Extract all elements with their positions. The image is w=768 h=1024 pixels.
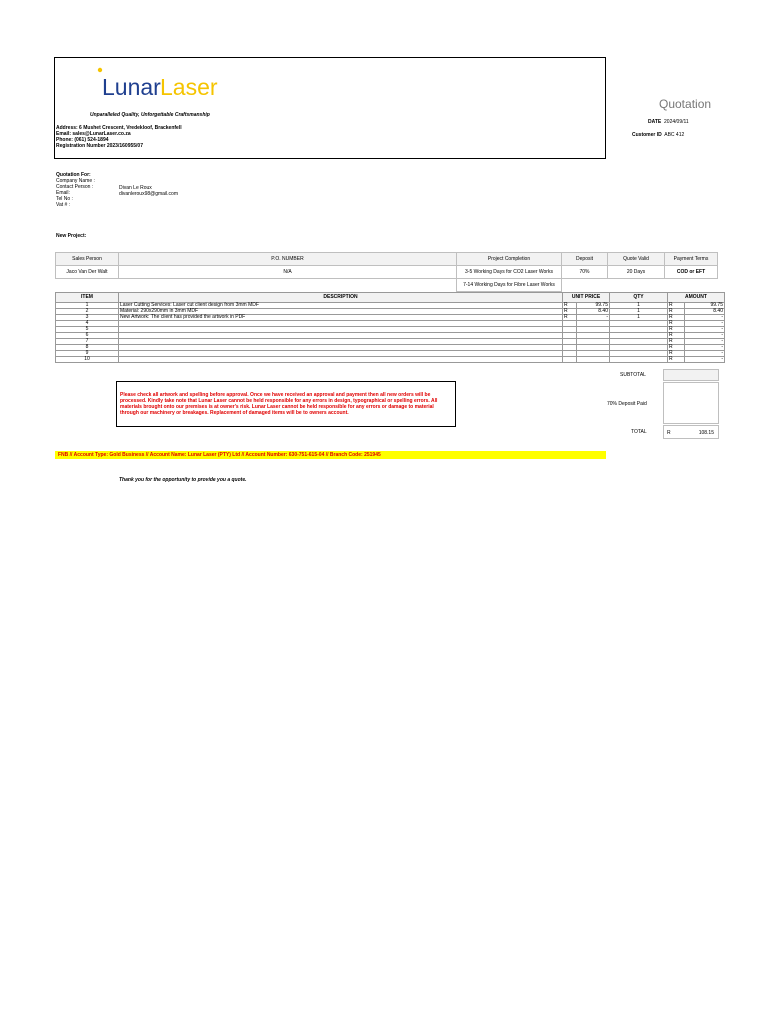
- item-number: 7: [56, 339, 119, 345]
- new-project-label: New Project:: [56, 233, 87, 239]
- header-deposit: Deposit: [562, 253, 608, 266]
- line-items-body: [56, 303, 725, 363]
- amount-currency: R: [668, 345, 685, 351]
- disclaimer-box: [116, 381, 456, 427]
- item-amount: -: [685, 333, 725, 339]
- unit-price-currency: R: [563, 303, 577, 309]
- amount-currency: R: [668, 333, 685, 339]
- amount-currency: R: [668, 321, 685, 327]
- subtotal-label: SUBTOTAL: [620, 372, 646, 378]
- item-qty: [610, 357, 668, 363]
- item-description: New Artwork: The client has provided the artwork in PDF: [119, 315, 563, 321]
- email-value: divanleroux98@gmail.com: [119, 191, 178, 197]
- header-quote-valid: Quote Valid: [608, 253, 665, 266]
- table-row: [56, 266, 718, 279]
- header-item: ITEM: [56, 293, 119, 303]
- project-info-table: [55, 252, 718, 292]
- page-title: Quotation: [659, 97, 712, 111]
- company-logo: [88, 64, 238, 108]
- item-description: Laser Cutting Services: Laser cut client design from 3mm MDF: [119, 303, 563, 309]
- deposit-paid-box: [663, 382, 719, 424]
- header-unit-price: UNIT PRICE: [563, 293, 610, 303]
- deposit-value: 70%: [562, 266, 608, 279]
- item-amount: -: [685, 315, 725, 321]
- header-project-completion: Project Completion: [457, 253, 562, 266]
- company-phone: Phone: (061) 524-1894: [56, 137, 109, 143]
- company-contact-block: [56, 125, 182, 149]
- logo-text-lunar: Lunar: [102, 74, 161, 100]
- customer-id-row: [632, 132, 684, 138]
- amount-currency: R: [668, 327, 685, 333]
- logo-text-laser: Laser: [160, 74, 218, 100]
- item-number: 9: [56, 351, 119, 357]
- completion-fibre-value: 7-14 Working Days for Fibre Laser Works: [457, 279, 562, 292]
- disclaimer-text: Please check all artwork and spelling before approval. Once we have received an approval and payment then all new orders will be processed. Kindly take note that Lunar Laser cannot be held responsible for any errors in design, typographical or spelling errors. All materials brought onto our premises is at owner's risk. Lunar Laser cannot be held responsible for any errors or damage to material through our machinery or breakages. Replacement of damaged items will be to owners account.: [120, 392, 438, 416]
- thank-you-note: Thank you for the opportunity to provide you a quote.: [119, 477, 247, 483]
- item-description: Material: 290x290mm in 3mm MDF: [119, 309, 563, 315]
- item-amount: 99.75: [685, 303, 725, 309]
- bank-details-banner: FNB // Account Type: Gold Business // Account Name: Lunar Laser (PTY) Ltd // Account Number: 630-751-615-04 // Branch Code: 251945: [55, 451, 606, 459]
- header-amount: AMOUNT: [668, 293, 725, 303]
- email-label: Email:: [56, 190, 70, 196]
- date-label: DATE: [648, 119, 662, 125]
- header-qty: QTY: [610, 293, 668, 303]
- quote-date-row: [648, 119, 689, 125]
- po-number-value: N/A: [119, 266, 457, 279]
- header-payment-terms: Payment Terms: [665, 253, 718, 266]
- item-amount: -: [685, 351, 725, 357]
- completion-co2-value: 3-5 Working Days for CO2 Laser Works: [457, 266, 562, 279]
- item-amount: 8.40: [685, 309, 725, 315]
- amount-currency: R: [668, 309, 685, 315]
- unit-price-currency: R: [563, 309, 577, 315]
- item-number: 1: [56, 303, 119, 309]
- amount-currency: R: [668, 357, 685, 363]
- item-number: 2: [56, 309, 119, 315]
- table-header-row: [56, 253, 718, 266]
- quotation-for-block: [56, 172, 95, 208]
- unit-price: 99.75: [577, 303, 610, 309]
- item-number: 3: [56, 315, 119, 321]
- line-items-table: [55, 292, 725, 363]
- moon-logo-icon: [88, 64, 238, 108]
- table-header-row: [56, 293, 725, 303]
- header-description: DESCRIPTION: [119, 293, 563, 303]
- vat-label: Vat # :: [56, 202, 71, 208]
- item-amount: -: [685, 321, 725, 327]
- total-label: TOTAL: [631, 429, 647, 435]
- item-number: 10: [56, 357, 119, 363]
- total-currency: R: [667, 430, 671, 436]
- item-qty: 1: [610, 303, 668, 309]
- company-name-label: Company Name :: [56, 178, 95, 184]
- company-email: Email: sales@LunarLaser.co.za: [56, 131, 131, 137]
- item-number: 4: [56, 321, 119, 327]
- total-amount: 108.15: [698, 430, 714, 436]
- item-amount: -: [685, 357, 725, 363]
- sales-person-value: Jaco Van Der Walt: [56, 266, 119, 279]
- contact-person-value: Divan Le Roux: [119, 185, 152, 191]
- unit-price-currency: [563, 357, 577, 363]
- unit-price: [577, 357, 610, 363]
- table-row: [56, 279, 718, 292]
- item-qty: 1: [610, 309, 668, 315]
- deposit-paid-label: 70% Deposit Paid: [607, 401, 647, 407]
- customer-id-label: Customer ID: [632, 132, 662, 138]
- amount-currency: R: [668, 315, 685, 321]
- amount-currency: R: [668, 339, 685, 345]
- item-amount: -: [685, 339, 725, 345]
- subtotal-value-box: [663, 369, 719, 381]
- item-amount: -: [685, 345, 725, 351]
- tel-label: Tel No :: [56, 196, 73, 202]
- item-number: 5: [56, 327, 119, 333]
- header-sales-person: Sales Person: [56, 253, 119, 266]
- quotation-for-heading: Quotation For:: [56, 172, 91, 178]
- quotation-for-values: [119, 185, 178, 197]
- payment-terms-value: COD or EFT: [665, 266, 718, 279]
- company-tagline: Unparalleled Quality, Unforgettable Craftsmanship: [90, 112, 210, 118]
- item-number: 8: [56, 345, 119, 351]
- item-description: [119, 357, 563, 363]
- unit-price: -: [577, 315, 610, 321]
- table-row: [56, 357, 725, 363]
- company-registration: Registration Number 2023/160955/07: [56, 143, 143, 149]
- header-po-number: P.O. NUMBER: [119, 253, 457, 266]
- item-number: 6: [56, 333, 119, 339]
- customer-id-value: ABC 412: [664, 132, 685, 138]
- date-value: 2024/09/11: [664, 119, 689, 125]
- amount-currency: R: [668, 303, 685, 309]
- unit-price: 8.40: [577, 309, 610, 315]
- total-value-box: [663, 425, 719, 439]
- item-qty: 1: [610, 315, 668, 321]
- amount-currency: R: [668, 351, 685, 357]
- quote-valid-value: 20 Days: [608, 266, 665, 279]
- item-amount: -: [685, 327, 725, 333]
- unit-price-currency: R: [563, 315, 577, 321]
- contact-person-label: Contact Person :: [56, 184, 94, 190]
- company-address: Address: 6 Mushet Crescent, Vredekloof, Brackenfell: [56, 125, 182, 131]
